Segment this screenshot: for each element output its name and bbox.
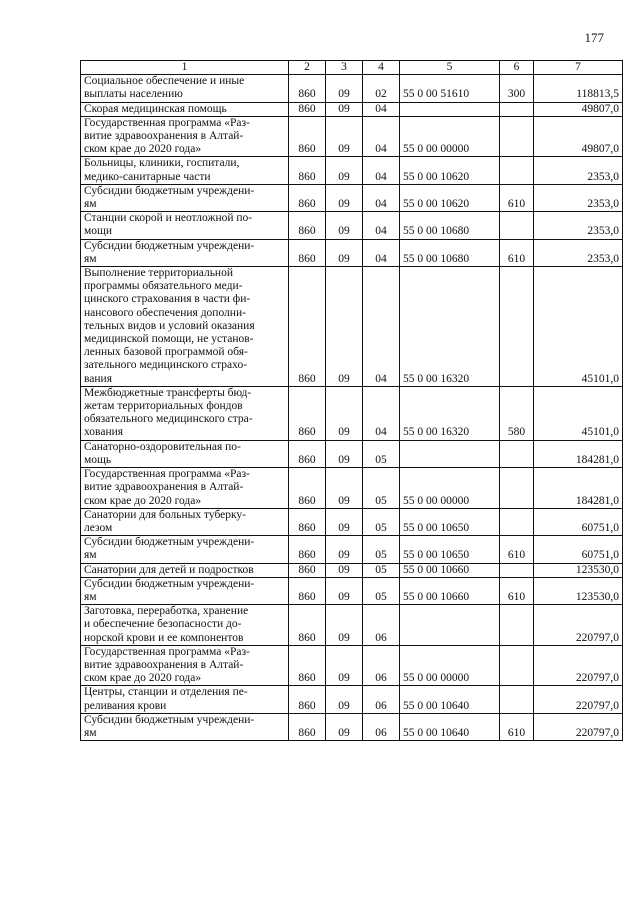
expense-type-cell <box>500 605 534 646</box>
table-row <box>81 102 623 116</box>
target-article-cell: 55 0 00 00000 <box>400 116 500 157</box>
expense-type-cell <box>500 212 534 239</box>
ministry-code-cell: 860 <box>289 184 326 211</box>
section-code-cell: 09 <box>326 267 363 387</box>
expense-type-cell <box>500 267 534 387</box>
amount-cell: 2353,0 <box>534 212 623 239</box>
amount-cell: 49807,0 <box>534 102 623 116</box>
target-article-cell: 55 0 00 16320 <box>400 267 500 387</box>
ministry-code-cell: 860 <box>289 645 326 686</box>
column-header: 6 <box>500 61 534 75</box>
subsection-code-cell: 05 <box>363 536 400 563</box>
target-article-cell: 55 0 00 10620 <box>400 184 500 211</box>
item-name-cell: Межбюджетные трансферты бюд- жетам территориальных фондов обязательного медицинского стра- хования <box>81 386 289 440</box>
amount-cell: 118813,5 <box>534 75 623 102</box>
subsection-code-cell: 05 <box>363 468 400 509</box>
section-code-cell: 09 <box>326 184 363 211</box>
subsection-code-cell: 04 <box>363 102 400 116</box>
subsection-code-cell: 06 <box>363 645 400 686</box>
amount-cell: 220797,0 <box>534 605 623 646</box>
ministry-code-cell: 860 <box>289 102 326 116</box>
target-article-cell: 55 0 00 10660 <box>400 563 500 577</box>
ministry-code-cell: 860 <box>289 577 326 604</box>
section-code-cell: 09 <box>326 75 363 102</box>
table-row <box>81 386 623 440</box>
subsection-code-cell: 06 <box>363 713 400 740</box>
item-name-cell: Скорая медицинская помощь <box>81 102 289 116</box>
amount-cell: 123530,0 <box>534 563 623 577</box>
section-code-cell: 09 <box>326 116 363 157</box>
target-article-cell <box>400 102 500 116</box>
expense-type-cell <box>500 157 534 184</box>
amount-cell: 184281,0 <box>534 468 623 509</box>
section-code-cell: 09 <box>326 157 363 184</box>
expense-type-cell: 610 <box>500 536 534 563</box>
table-row <box>81 686 623 713</box>
ministry-code-cell: 860 <box>289 212 326 239</box>
amount-cell: 49807,0 <box>534 116 623 157</box>
item-name-cell: Субсидии бюджетным учреждени- ям <box>81 536 289 563</box>
subsection-code-cell: 04 <box>363 184 400 211</box>
section-code-cell: 09 <box>326 686 363 713</box>
item-name-cell: Субсидии бюджетным учреждени- ям <box>81 184 289 211</box>
expense-type-cell: 610 <box>500 713 534 740</box>
item-name-cell: Субсидии бюджетным учреждени- ям <box>81 713 289 740</box>
target-article-cell: 55 0 00 10680 <box>400 239 500 266</box>
section-code-cell: 09 <box>326 468 363 509</box>
section-code-cell: 09 <box>326 386 363 440</box>
target-article-cell <box>400 440 500 467</box>
table-row <box>81 212 623 239</box>
section-code-cell: 09 <box>326 508 363 535</box>
section-code-cell: 09 <box>326 102 363 116</box>
column-header: 2 <box>289 61 326 75</box>
item-name-cell: Санатории для больных туберку- лезом <box>81 508 289 535</box>
target-article-cell: 55 0 00 10680 <box>400 212 500 239</box>
amount-cell: 45101,0 <box>534 267 623 387</box>
expense-type-cell <box>500 440 534 467</box>
target-article-cell: 55 0 00 00000 <box>400 645 500 686</box>
target-article-cell: 55 0 00 51610 <box>400 75 500 102</box>
ministry-code-cell: 860 <box>289 605 326 646</box>
target-article-cell: 55 0 00 10620 <box>400 157 500 184</box>
target-article-cell: 55 0 00 10660 <box>400 577 500 604</box>
section-code-cell: 09 <box>326 563 363 577</box>
amount-cell: 220797,0 <box>534 713 623 740</box>
item-name-cell: Субсидии бюджетным учреждени- ям <box>81 577 289 604</box>
expense-type-cell <box>500 508 534 535</box>
target-article-cell: 55 0 00 16320 <box>400 386 500 440</box>
item-name-cell: Санаторно-оздоровительная по- мощь <box>81 440 289 467</box>
table-row <box>81 713 623 740</box>
ministry-code-cell: 860 <box>289 157 326 184</box>
column-header: 1 <box>81 61 289 75</box>
ministry-code-cell: 860 <box>289 75 326 102</box>
item-name-cell: Выполнение территориальной программы обязательного меди- цинского страхования в части фи- нансового обеспечения дополни- тельных видов и условий оказания медицинской помощи, не установ- ленных базовой программой обя- зательного медицинского страхо- вания <box>81 267 289 387</box>
expense-type-cell <box>500 563 534 577</box>
column-header: 3 <box>326 61 363 75</box>
item-name-cell: Государственная программа «Раз- витие здравоохранения в Алтай- ском крае до 2020 года» <box>81 116 289 157</box>
amount-cell: 220797,0 <box>534 645 623 686</box>
item-name-cell: Государственная программа «Раз- витие здравоохранения в Алтай- ском крае до 2020 года» <box>81 645 289 686</box>
column-header: 7 <box>534 61 623 75</box>
subsection-code-cell: 04 <box>363 157 400 184</box>
target-article-cell <box>400 605 500 646</box>
item-name-cell: Санатории для детей и подростков <box>81 563 289 577</box>
subsection-code-cell: 05 <box>363 577 400 604</box>
amount-cell: 123530,0 <box>534 577 623 604</box>
section-code-cell: 09 <box>326 239 363 266</box>
table-row <box>81 645 623 686</box>
subsection-code-cell: 04 <box>363 267 400 387</box>
section-code-cell: 09 <box>326 713 363 740</box>
table-row <box>81 508 623 535</box>
subsection-code-cell: 05 <box>363 563 400 577</box>
target-article-cell: 55 0 00 10650 <box>400 508 500 535</box>
subsection-code-cell: 06 <box>363 686 400 713</box>
section-code-cell: 09 <box>326 440 363 467</box>
ministry-code-cell: 860 <box>289 536 326 563</box>
expense-type-cell: 300 <box>500 75 534 102</box>
ministry-code-cell: 860 <box>289 440 326 467</box>
ministry-code-cell: 860 <box>289 116 326 157</box>
section-code-cell: 09 <box>326 536 363 563</box>
table-body <box>81 75 623 741</box>
header-row <box>81 61 623 75</box>
amount-cell: 2353,0 <box>534 157 623 184</box>
column-header: 5 <box>400 61 500 75</box>
section-code-cell: 09 <box>326 577 363 604</box>
budget-table <box>80 60 623 741</box>
ministry-code-cell: 860 <box>289 239 326 266</box>
expense-type-cell <box>500 102 534 116</box>
subsection-code-cell: 04 <box>363 116 400 157</box>
expense-type-cell: 610 <box>500 184 534 211</box>
amount-cell: 60751,0 <box>534 536 623 563</box>
expense-type-cell: 610 <box>500 239 534 266</box>
item-name-cell: Заготовка, переработка, хранение и обеспечение безопасности до- норской крови и ее компонентов <box>81 605 289 646</box>
table-row <box>81 536 623 563</box>
column-header: 4 <box>363 61 400 75</box>
table-row <box>81 440 623 467</box>
target-article-cell: 55 0 00 10650 <box>400 536 500 563</box>
expense-type-cell: 580 <box>500 386 534 440</box>
subsection-code-cell: 05 <box>363 440 400 467</box>
item-name-cell: Социальное обеспечение и иные выплаты населению <box>81 75 289 102</box>
section-code-cell: 09 <box>326 212 363 239</box>
amount-cell: 220797,0 <box>534 686 623 713</box>
table-row <box>81 605 623 646</box>
expense-type-cell <box>500 645 534 686</box>
table-row <box>81 116 623 157</box>
ministry-code-cell: 860 <box>289 386 326 440</box>
amount-cell: 2353,0 <box>534 239 623 266</box>
subsection-code-cell: 04 <box>363 239 400 266</box>
ministry-code-cell: 860 <box>289 508 326 535</box>
table-row <box>81 157 623 184</box>
ministry-code-cell: 860 <box>289 686 326 713</box>
section-code-cell: 09 <box>326 645 363 686</box>
table-row <box>81 239 623 266</box>
page-number: 177 <box>584 30 604 45</box>
table-row <box>81 267 623 387</box>
item-name-cell: Больницы, клиники, госпитали, медико-санитарные части <box>81 157 289 184</box>
expense-type-cell <box>500 686 534 713</box>
subsection-code-cell: 06 <box>363 605 400 646</box>
expense-type-cell <box>500 468 534 509</box>
amount-cell: 184281,0 <box>534 440 623 467</box>
subsection-code-cell: 02 <box>363 75 400 102</box>
table-row <box>81 577 623 604</box>
target-article-cell: 55 0 00 10640 <box>400 686 500 713</box>
target-article-cell: 55 0 00 00000 <box>400 468 500 509</box>
amount-cell: 45101,0 <box>534 386 623 440</box>
item-name-cell: Государственная программа «Раз- витие здравоохранения в Алтай- ском крае до 2020 года» <box>81 468 289 509</box>
item-name-cell: Субсидии бюджетным учреждени- ям <box>81 239 289 266</box>
expense-type-cell <box>500 116 534 157</box>
ministry-code-cell: 860 <box>289 713 326 740</box>
expense-type-cell: 610 <box>500 577 534 604</box>
table-row <box>81 468 623 509</box>
amount-cell: 60751,0 <box>534 508 623 535</box>
subsection-code-cell: 04 <box>363 212 400 239</box>
table-row <box>81 75 623 102</box>
subsection-code-cell: 04 <box>363 386 400 440</box>
amount-cell: 2353,0 <box>534 184 623 211</box>
section-code-cell: 09 <box>326 605 363 646</box>
subsection-code-cell: 05 <box>363 508 400 535</box>
item-name-cell: Станции скорой и неотложной по- мощи <box>81 212 289 239</box>
target-article-cell: 55 0 00 10640 <box>400 713 500 740</box>
ministry-code-cell: 860 <box>289 468 326 509</box>
ministry-code-cell: 860 <box>289 267 326 387</box>
table-row <box>81 563 623 577</box>
ministry-code-cell: 860 <box>289 563 326 577</box>
item-name-cell: Центры, станции и отделения пе- реливания крови <box>81 686 289 713</box>
table-row <box>81 184 623 211</box>
